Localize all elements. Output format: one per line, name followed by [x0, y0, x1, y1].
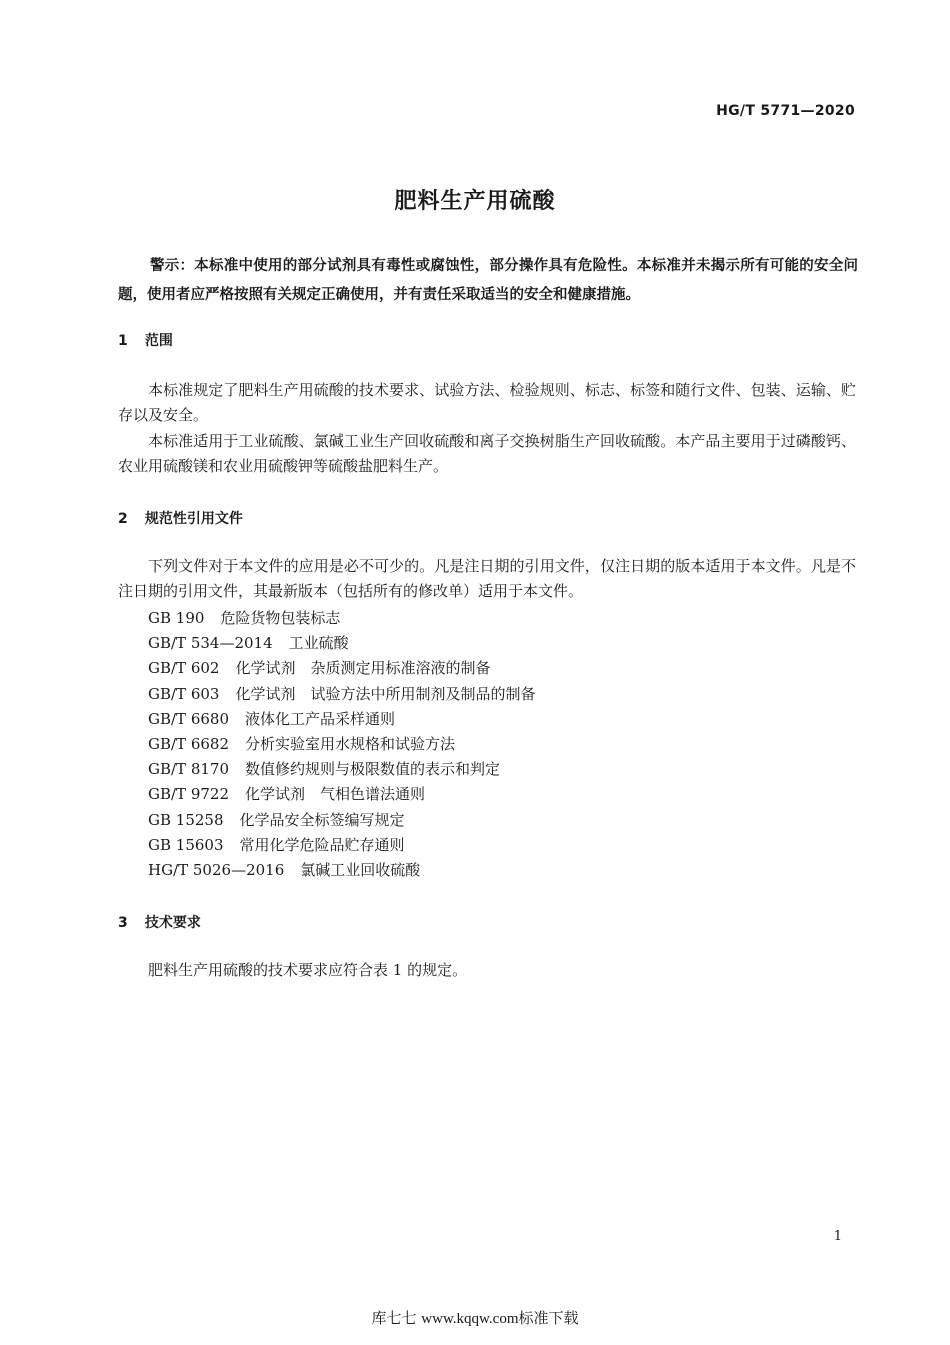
reference-code: GB/T 6680 — [148, 709, 230, 728]
reference-item — [148, 757, 535, 782]
section-number: 2 — [118, 511, 128, 527]
reference-item — [148, 782, 535, 807]
reference-title: 分析实验室用水规格和试验方法 — [245, 734, 456, 753]
reference-code: GB/T 6682 — [148, 734, 230, 753]
document-title: 肥料生产用硫酸 — [394, 189, 556, 214]
reference-item — [148, 606, 535, 631]
reference-code: GB/T 602 — [148, 659, 220, 678]
section-heading-normative-references — [118, 508, 243, 528]
reference-code: GB 15603 — [148, 835, 224, 854]
reference-title: 常用化学危险品贮存通则 — [239, 835, 405, 854]
reference-item — [148, 833, 535, 858]
paragraph: 下列文件对于本文件的应用是必不可少的。凡是注日期的引用文件，仅注日期的版本适用于本文件。凡是不注日期的引用文件，其最新版本（包括所有的修改单）适用于本文件。 — [118, 557, 856, 600]
reference-code: HG/T 5026—2016 — [148, 860, 285, 879]
reference-title: 化学试剂 杂质测定用标准溶液的制备 — [235, 659, 491, 678]
page-number: 1 — [833, 1229, 842, 1244]
paragraph: 本标准规定了肥料生产用硫酸的技术要求、试验方法、检验规则、标志、标签和随行文件、包装、运输、贮存以及安全。 — [118, 381, 856, 424]
paragraph: 肥料生产用硫酸的技术要求应符合表 1 的规定。 — [148, 961, 468, 979]
reference-title: 化学品安全标签编写规定 — [239, 810, 405, 829]
reference-code: GB/T 603 — [148, 684, 220, 703]
footer-site-url: www.kqqw.com — [421, 1311, 519, 1327]
reference-title: 化学试剂 试验方法中所用制剂及制品的制备 — [235, 684, 536, 703]
reference-item — [148, 707, 535, 732]
reference-item — [148, 682, 535, 707]
section-heading-scope — [118, 330, 173, 350]
footer-site-suffix: 标准下载 — [518, 1309, 579, 1327]
section-heading-technical-requirements — [118, 912, 201, 932]
paragraph: 本标准适用于工业硫酸、氯碱工业生产回收硫酸和离子交换树脂生产回收硫酸。本产品主要用于过磷酸钙、农业用硫酸镁和农业用硫酸钾等硫酸盐肥料生产。 — [118, 432, 856, 475]
reference-title: 数值修约规则与极限数值的表示和判定 — [245, 760, 501, 779]
reference-title: 化学试剂 气相色谱法通则 — [245, 785, 426, 804]
section-title: 规范性引用文件 — [144, 511, 243, 527]
safety-warning: 警示：本标准中使用的部分试剂具有毒性或腐蚀性，部分操作具有危险性。本标准并未揭示所有可能的安全问题，使用者应严格按照有关规定正确使用，并有责任采取适当的安全和健康措施。 — [118, 258, 858, 303]
reference-list — [148, 606, 535, 883]
footer-site-name: 库七七 — [371, 1309, 417, 1327]
reference-title: 危险货物包装标志 — [220, 609, 341, 627]
section-title: 技术要求 — [144, 915, 201, 931]
reference-code: GB 15258 — [148, 810, 224, 829]
reference-title: 工业硫酸 — [288, 634, 349, 653]
reference-item — [148, 732, 535, 757]
reference-code: GB/T 8170 — [148, 760, 230, 779]
reference-item — [148, 808, 535, 833]
section-number: 3 — [118, 915, 128, 931]
reference-code: GB 190 — [148, 609, 205, 627]
reference-code: GB/T 534—2014 — [148, 634, 273, 653]
reference-code: GB/T 9722 — [148, 785, 230, 804]
standard-code: HG/T 5771—2020 — [716, 103, 855, 119]
reference-item — [148, 858, 535, 883]
reference-item — [148, 631, 535, 656]
reference-title: 液体化工产品采样通则 — [245, 709, 396, 728]
reference-title: 氯碱工业回收硫酸 — [300, 860, 421, 879]
section-title: 范围 — [144, 333, 173, 349]
reference-item — [148, 656, 535, 681]
section-number: 1 — [118, 333, 128, 349]
footer-watermark — [0, 1307, 950, 1328]
